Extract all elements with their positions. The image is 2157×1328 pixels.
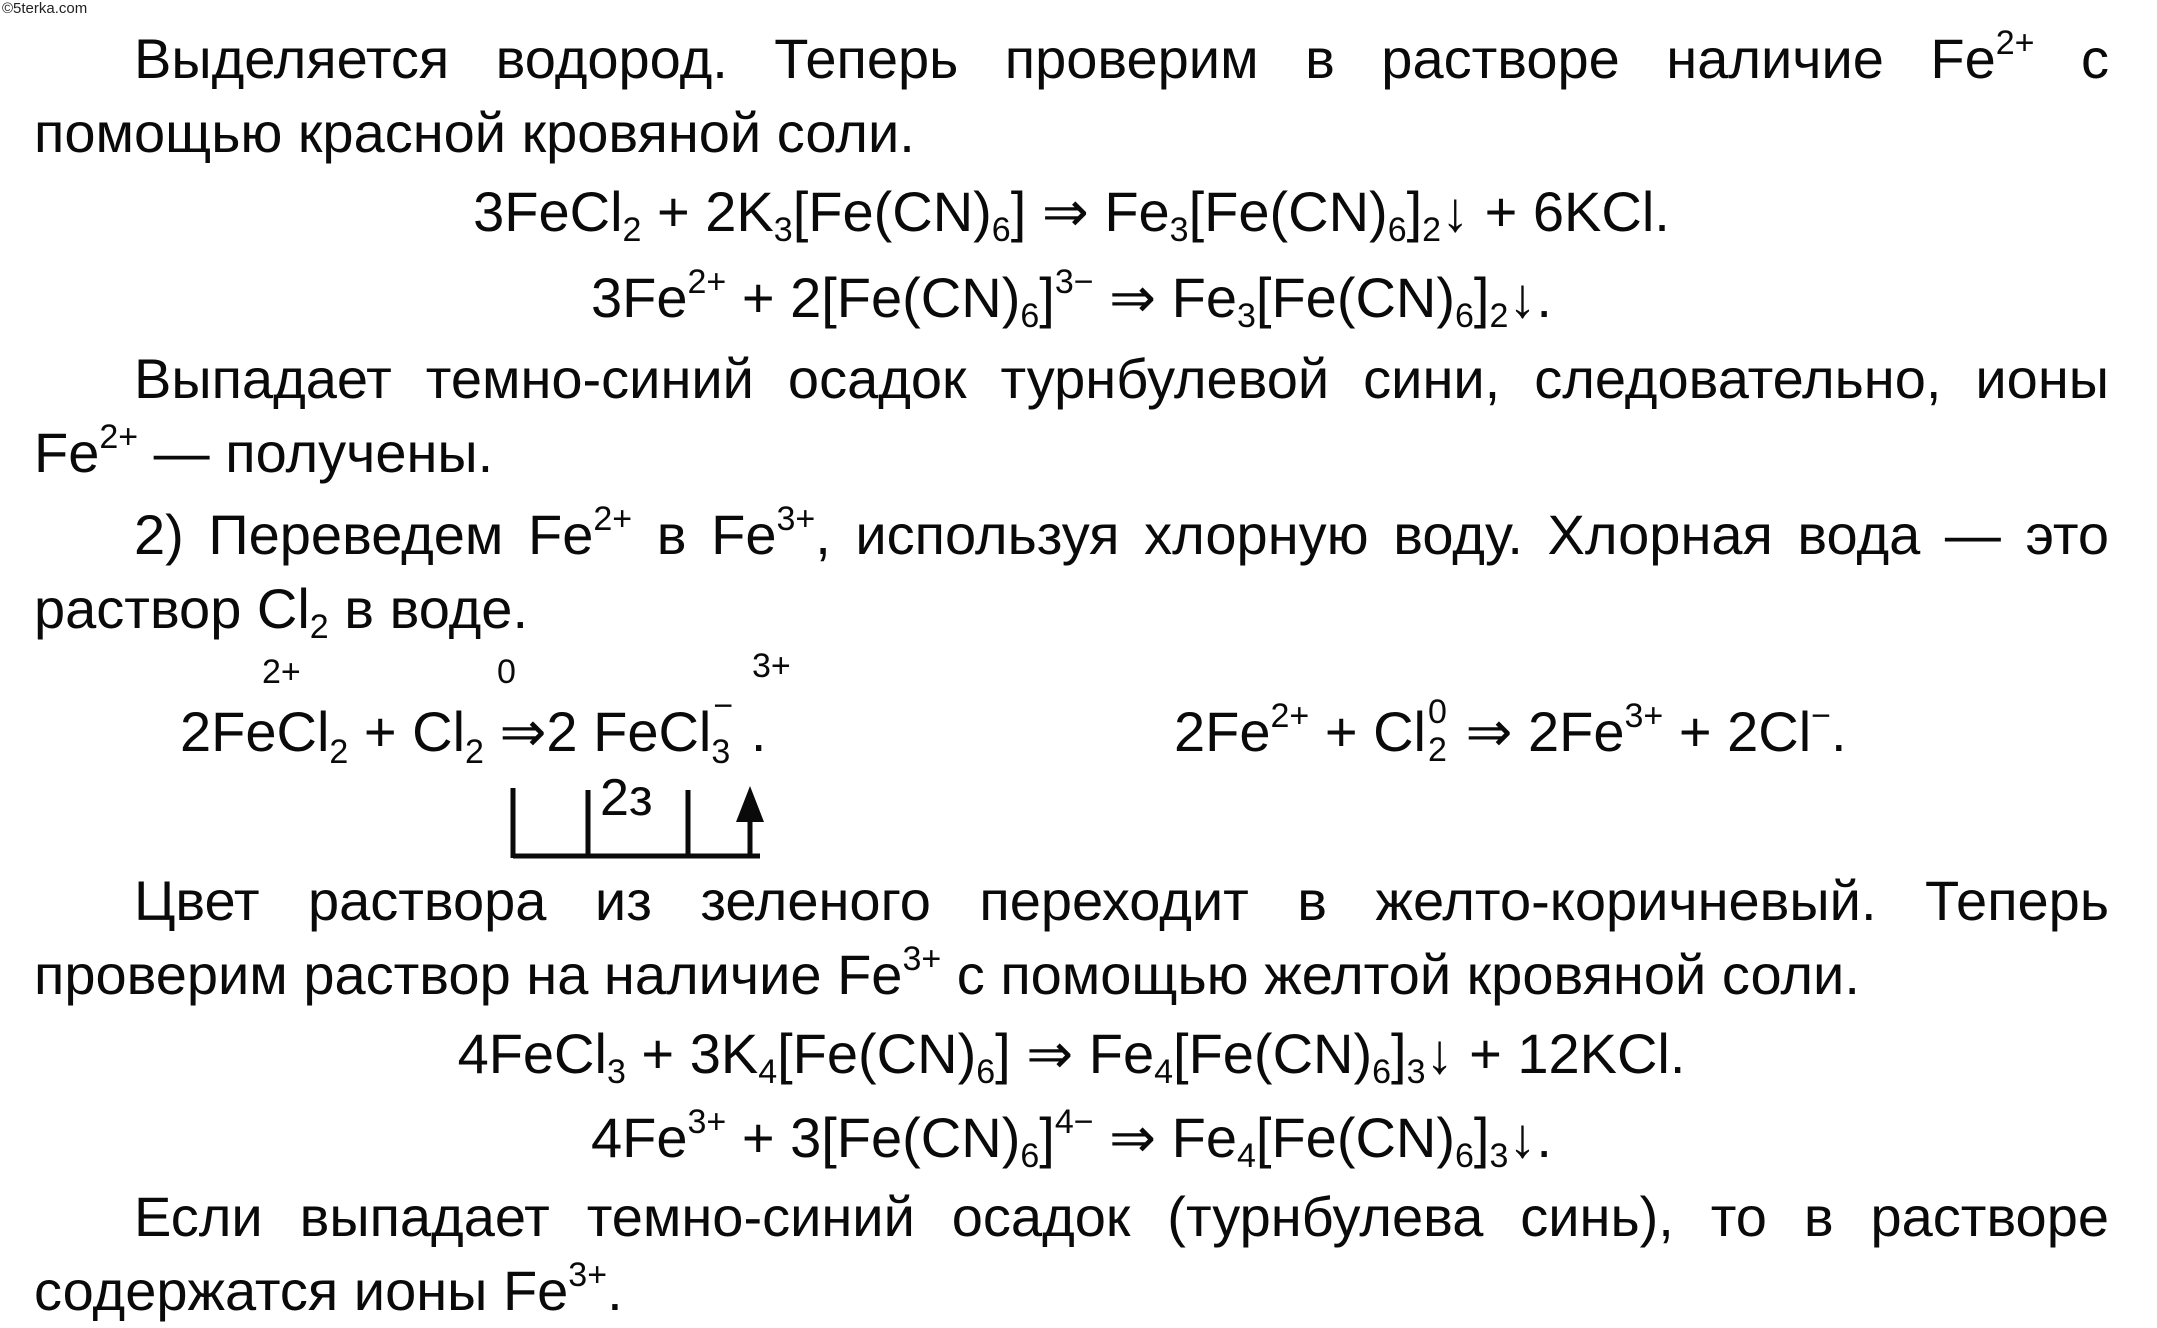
redox-equation	[180, 687, 767, 771]
formula-part: ⇒2 FeCl	[483, 700, 712, 763]
paragraph-text: Выделяется водород. Теперь проверим в растворе наличие Fe	[134, 27, 1996, 90]
subscript: 3	[711, 733, 731, 771]
formula-part: [Fe(CN)	[792, 180, 992, 243]
formula-part: [Fe(CN)	[1188, 180, 1388, 243]
paragraph-text: с помощью желтой кровяной соли.	[941, 943, 1860, 1006]
formula-part: + 3[Fe(CN)	[726, 1106, 1021, 1169]
formula-part: ⇒ Fe	[1093, 266, 1237, 329]
charge: −	[1811, 697, 1831, 735]
formula-part: ↓ + 12KCl.	[1425, 1022, 1686, 1085]
oxidation-state-cl: 0	[497, 653, 516, 691]
sup-sub-stack	[1426, 693, 1450, 769]
subscript: 2	[1422, 211, 1442, 249]
subscript: 6	[1455, 297, 1474, 335]
formula-part: + Cl	[1309, 700, 1426, 763]
equation-fecl2-red-salt	[34, 176, 2109, 248]
formula-part: 4FeCl	[457, 1022, 607, 1085]
subscript: 3	[1406, 1053, 1426, 1091]
paragraph-text: Выпадает темно-синий осадок турнбулевой сини, следовательно, ионы Fe	[34, 347, 2109, 484]
subscript: 4	[1236, 1137, 1256, 1175]
formula-part: [Fe(CN)	[1173, 1022, 1373, 1085]
formula-part: ]	[1473, 1106, 1490, 1169]
paragraph-text: 2) Переведем Fe	[134, 503, 594, 566]
formula-part: + 2[Fe(CN)	[726, 266, 1021, 329]
formula-part: ]	[1039, 1106, 1055, 1169]
formula-part: ] ⇒ Fe	[1010, 180, 1170, 243]
formula-part: 4Fe	[591, 1106, 688, 1169]
formula-part: ⇒ Fe	[1093, 1106, 1237, 1169]
formula-part: ⇒ 2Fe	[1449, 700, 1625, 763]
subscript: 3	[606, 1053, 626, 1091]
subscript: 6	[1020, 1137, 1040, 1175]
subscript: 2	[465, 733, 484, 771]
charge: 2+	[99, 418, 139, 456]
subscript: 3	[1169, 211, 1189, 249]
charge: 3+	[568, 1256, 608, 1294]
oxidation-state-fe3: 3+	[752, 647, 791, 685]
paragraph-hydrogen	[34, 22, 2109, 170]
charge: 3+	[902, 940, 942, 978]
formula-part: 2Fe	[1174, 700, 1271, 763]
paragraph-text: , используя хлорную воду. Хлорная вода — это раствор Cl	[34, 503, 2110, 640]
formula-part: + Cl	[348, 700, 466, 763]
paragraph-text: в воде.	[328, 577, 528, 640]
charge: 3+	[687, 1103, 727, 1141]
formula-part: ↓.	[1508, 1106, 1552, 1169]
subscript: 6	[1455, 1137, 1474, 1175]
paragraph-text: Цвет раствора из зеленого переходит в желто-коричневый. Теперь проверим раствор на наличие Fe	[34, 869, 2109, 1006]
formula-part: ]	[1406, 180, 1423, 243]
equation-ionic-fe3	[34, 1102, 2109, 1174]
formula-part: + 3K	[625, 1022, 759, 1085]
subscript: 4	[1154, 1053, 1174, 1091]
paragraph-conclusion	[34, 1180, 2109, 1328]
formula-part: [Fe(CN)	[777, 1022, 977, 1085]
ionic-redox-equation	[1174, 693, 1847, 769]
equation-ionic-fe2	[34, 262, 2109, 334]
formula-part: [Fe(CN)	[1255, 1106, 1455, 1169]
charge: 3−	[1054, 263, 1094, 301]
formula-part: 3Fe	[591, 266, 688, 329]
subscript: 6	[1387, 211, 1407, 249]
oxidation-state-fe: 2+	[262, 653, 301, 691]
paragraph-text: — получены.	[138, 421, 494, 484]
equation-fecl3-yellow-salt	[34, 1018, 2109, 1090]
formula-part: [Fe(CN)	[1255, 266, 1455, 329]
subscript: 2	[329, 733, 349, 771]
paragraph-turnbull-blue	[34, 342, 2109, 490]
charge: 2+	[593, 500, 633, 538]
paragraph-text: в Fe	[632, 503, 777, 566]
charge: 0	[1427, 693, 1447, 731]
subscript: 3	[1489, 1137, 1509, 1175]
subscript: 2	[309, 608, 329, 646]
subscript: 2	[622, 211, 642, 249]
subscript: 6	[1020, 297, 1040, 335]
paragraph-text: Если выпадает темно-синий осадок (турнбулева синь), то в растворе содержатся ионы Fe	[34, 1185, 2109, 1322]
arrow-up-icon	[736, 786, 764, 822]
formula-part: ]	[1391, 1022, 1407, 1085]
charge: 3+	[776, 500, 816, 538]
formula-part: 3FeCl	[473, 180, 623, 243]
formula-part: 2FeCl	[180, 700, 330, 763]
charge: 2+	[1270, 697, 1310, 735]
subscript: 6	[1372, 1053, 1392, 1091]
subscript: 3	[773, 211, 793, 249]
formula-part: ↓ + 6KCl.	[1441, 180, 1670, 243]
formula-part: .	[735, 700, 767, 763]
charge: 4−	[1054, 1103, 1094, 1141]
subscript: 3	[1236, 297, 1256, 335]
subscript: 6	[976, 1053, 996, 1091]
formula-part: + 2Cl	[1663, 700, 1812, 763]
formula-part: + 2K	[641, 180, 774, 243]
subscript: 4	[758, 1053, 778, 1091]
paragraph-text: с помощью красной кровяной соли.	[34, 27, 2109, 164]
sup-sub-stack	[711, 687, 735, 771]
formula-part: ]	[1039, 266, 1055, 329]
electron-count: 2з	[600, 769, 653, 827]
paragraph-chlorine-water	[34, 498, 2109, 646]
formula-part: ↓.	[1508, 266, 1552, 329]
subscript: 2	[1489, 297, 1509, 335]
paragraph-text: .	[607, 1259, 623, 1322]
formula-part: ] ⇒ Fe	[995, 1022, 1155, 1085]
subscript: 2	[1427, 731, 1447, 769]
charge: 3+	[1624, 697, 1664, 735]
formula-part: .	[1831, 700, 1847, 763]
charge: −	[713, 687, 734, 725]
watermark: ©5terka.com	[2, 0, 88, 17]
subscript: 6	[991, 211, 1011, 249]
formula-part: ]	[1473, 266, 1490, 329]
charge: 2+	[1995, 24, 2035, 62]
charge: 2+	[687, 263, 727, 301]
paragraph-color-change	[34, 864, 2109, 1012]
